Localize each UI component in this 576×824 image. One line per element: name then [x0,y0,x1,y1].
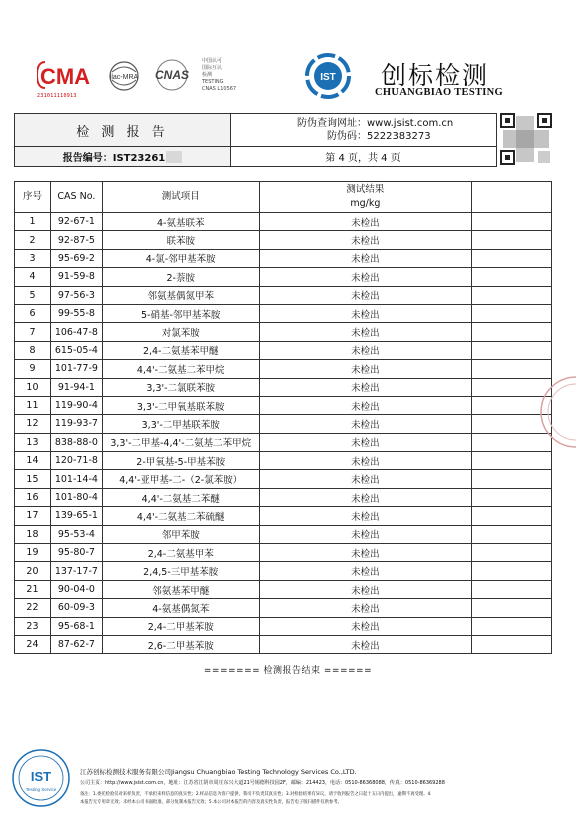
row-item: 3,3'-二甲氧基联苯胺 [102,396,259,414]
row-no: 24 [15,635,51,653]
table-row [15,341,552,359]
svg-text:CNAS: CNAS [154,68,190,82]
row-blank [472,231,552,249]
row-cas: 90-04-0 [50,580,102,598]
report-title: 检 测 报 告 [15,114,231,147]
table-row [15,323,552,341]
row-blank [472,488,552,506]
row-result: 未检出 [259,488,472,506]
svg-text:ilac-MRA: ilac-MRA [109,74,139,81]
table-row [15,231,552,249]
col-blank-header [472,182,552,213]
row-item: 邻氨基苯甲醚 [102,580,259,598]
row-no: 11 [15,396,51,414]
row-result: 未检出 [259,249,472,267]
lookup-url: 防伪查询网址：www.jsist.com.cn [297,118,454,129]
row-result: 未检出 [259,580,472,598]
row-cas: 95-68-1 [50,617,102,635]
row-result: 未检出 [259,525,472,543]
report-header-box [14,113,497,167]
table-row [15,396,552,414]
table-header-row [15,182,552,213]
row-result: 未检出 [259,433,472,451]
row-no: 22 [15,599,51,617]
company-seal [11,748,71,808]
row-blank [472,304,552,322]
table-row [15,580,552,598]
row-result: 未检出 [259,304,472,322]
row-cas: 92-67-1 [50,213,102,231]
row-item: 5-硝基-邻甲基苯胺 [102,304,259,322]
row-item: 4,4'-二氨基二苯甲烷 [102,360,259,378]
row-result: 未检出 [259,415,472,433]
row-result: 未检出 [259,507,472,525]
row-result: 未检出 [259,378,472,396]
row-cas: 91-59-8 [50,268,102,286]
col-no-header: 序号 [15,182,51,213]
table-row [15,433,552,451]
row-no: 20 [15,562,51,580]
row-item: 2,4-二氨基苯甲醚 [102,341,259,359]
row-item: 2-甲氧基-5-甲基苯胺 [102,452,259,470]
row-item: 2,4,5-三甲基苯胺 [102,562,259,580]
row-result: 未检出 [259,599,472,617]
row-no: 3 [15,249,51,267]
row-no: 16 [15,488,51,506]
row-blank [472,562,552,580]
table-row [15,488,552,506]
row-blank [472,452,552,470]
row-item: 4,4'-亚甲基-二-（2-氯苯胺） [102,470,259,488]
table-row [15,562,552,580]
brand-name-cn: 创标检测 [381,61,490,90]
row-result: 未检出 [259,544,472,562]
row-cas: 119-90-4 [50,396,102,414]
row-item: 邻甲苯胺 [102,525,259,543]
row-blank [472,507,552,525]
row-result: 未检出 [259,617,472,635]
row-blank [472,544,552,562]
row-item: 4-氨基联苯 [102,213,259,231]
report-end-marker: ======= 检测报告结束 ====== [203,666,373,676]
row-cas: 119-93-7 [50,415,102,433]
footer-company: 江苏创标检测技术服务有限公司Jiangsu Chuangbiao Testing Technology Services Co.,LTD. [80,768,357,776]
footer-note-2: 本报告无专用章无效；未经本公司书面批准，部分复制本报告无效；5.本公司对本报告的内容及真实性负责，报告电子版扫描件仅供参考。 [80,800,342,805]
brand-name-en: CHUANGBIAO TESTING [375,87,504,98]
row-no: 4 [15,268,51,286]
table-row [15,415,552,433]
footer-address: 公司主页：http://www.jsist.com.cn，地址：江苏省江阴市周庄东兴大道21号锡德科技园2F，邮编：214423，电话：0510-86368088，传真：0510-86369288 [80,780,445,786]
row-cas: 838-88-0 [50,433,102,451]
row-item: 2,6-二甲基苯胺 [102,635,259,653]
cnas-accreditation-text: 中国认可 国际互认 检测 TESTING CNAS L10567 [202,58,237,92]
row-result: 未检出 [259,213,472,231]
row-no: 1 [15,213,51,231]
row-no: 6 [15,304,51,322]
row-no: 10 [15,378,51,396]
anti-fake-code: 防伪码：5222383273 [327,131,431,142]
table-row [15,617,552,635]
side-seal-stamp [526,372,576,452]
row-blank [472,580,552,598]
table-row [15,544,552,562]
row-item: 邻氨基偶氮甲苯 [102,286,259,304]
row-blank [472,341,552,359]
row-blank [472,286,552,304]
row-no: 15 [15,470,51,488]
row-result: 未检出 [259,286,472,304]
row-no: 23 [15,617,51,635]
row-cas: 87-62-7 [50,635,102,653]
table-row [15,286,552,304]
row-item: 联苯胺 [102,231,259,249]
row-cas: 91-94-1 [50,378,102,396]
col-item-header: 测试项目 [102,182,259,213]
results-table [14,181,552,654]
row-no: 12 [15,415,51,433]
svg-text:IST: IST [30,769,52,784]
row-result: 未检出 [259,396,472,414]
row-cas: 615-05-4 [50,341,102,359]
row-no: 9 [15,360,51,378]
row-item: 3,3'-二氯联苯胺 [102,378,259,396]
row-result: 未检出 [259,323,472,341]
footer-note-1: 备注：1.委托检验仅对来样负责，不承担来样信息的真实性；2.样品信息为客户提供，我司不负责其真实性；3.对检验结果有异议，请于收到报告之日起十五日内提出，逾期不再受理。4. [80,792,432,797]
row-no: 8 [15,341,51,359]
row-no: 7 [15,323,51,341]
svg-text:CMA: CMA [39,64,91,89]
ilac-mra-logo [103,58,145,98]
row-no: 17 [15,507,51,525]
qr-code [500,113,552,165]
table-row [15,213,552,231]
row-cas: 95-53-4 [50,525,102,543]
row-cas: 137-17-7 [50,562,102,580]
anti-fake-info [230,114,496,147]
row-item: 2-萘胺 [102,268,259,286]
row-blank [472,599,552,617]
row-item: 4,4'-二氨基二苯硫醚 [102,507,259,525]
row-result: 未检出 [259,360,472,378]
row-no: 2 [15,231,51,249]
table-row [15,249,552,267]
table-row [15,507,552,525]
row-item: 3,3'-二甲基联苯胺 [102,415,259,433]
row-cas: 120-71-8 [50,452,102,470]
row-result: 未检出 [259,470,472,488]
report-number: 报告编号：IST23261 [15,147,231,166]
row-cas: 101-14-4 [50,470,102,488]
row-item: 4-氨基偶氮苯 [102,599,259,617]
row-result: 未检出 [259,452,472,470]
table-row [15,525,552,543]
row-item: 4-氯-邻甲基苯胺 [102,249,259,267]
row-cas: 95-69-2 [50,249,102,267]
row-no: 13 [15,433,51,451]
row-item: 3,3'-二甲基-4,4'-二氨基二苯甲烷 [102,433,259,451]
table-row [15,360,552,378]
row-blank [472,249,552,267]
cma-logo [37,58,93,92]
row-item: 2,4-二氨基甲苯 [102,544,259,562]
svg-text:Testing Service: Testing Service [25,787,57,792]
row-cas: 106-47-8 [50,323,102,341]
row-no: 19 [15,544,51,562]
cma-code: 231011110913 [37,93,77,99]
row-cas: 60-09-3 [50,599,102,617]
ist-logo [302,52,354,100]
table-row [15,378,552,396]
row-no: 18 [15,525,51,543]
row-cas: 101-80-4 [50,488,102,506]
table-row [15,599,552,617]
row-no: 21 [15,580,51,598]
row-no: 14 [15,452,51,470]
table-row [15,470,552,488]
row-blank [472,470,552,488]
row-cas: 97-56-3 [50,286,102,304]
row-cas: 95-80-7 [50,544,102,562]
row-cas: 101-77-9 [50,360,102,378]
row-blank [472,525,552,543]
row-blank [472,213,552,231]
table-row [15,304,552,322]
row-cas: 99-55-8 [50,304,102,322]
row-item: 对氯苯胺 [102,323,259,341]
row-result: 未检出 [259,341,472,359]
page-indicator: 第 4 页，共 4 页 [325,153,401,164]
row-cas: 92-87-5 [50,231,102,249]
row-blank [472,617,552,635]
row-result: 未检出 [259,635,472,653]
svg-text:IST: IST [320,72,336,83]
row-no: 5 [15,286,51,304]
table-row [15,635,552,653]
row-cas: 139-65-1 [50,507,102,525]
row-result: 未检出 [259,231,472,249]
table-row [15,452,552,470]
cnas-logo [146,58,198,92]
redacted-block [166,151,182,163]
col-cas-header: CAS No. [50,182,102,213]
row-item: 4,4'-二氨基二苯醚 [102,488,259,506]
row-blank [472,268,552,286]
col-result-header: 测试结果 mg/kg [259,182,472,213]
table-row [15,268,552,286]
row-result: 未检出 [259,562,472,580]
row-blank [472,635,552,653]
row-blank [472,323,552,341]
row-result: 未检出 [259,268,472,286]
row-item: 2,4-二甲基苯胺 [102,617,259,635]
